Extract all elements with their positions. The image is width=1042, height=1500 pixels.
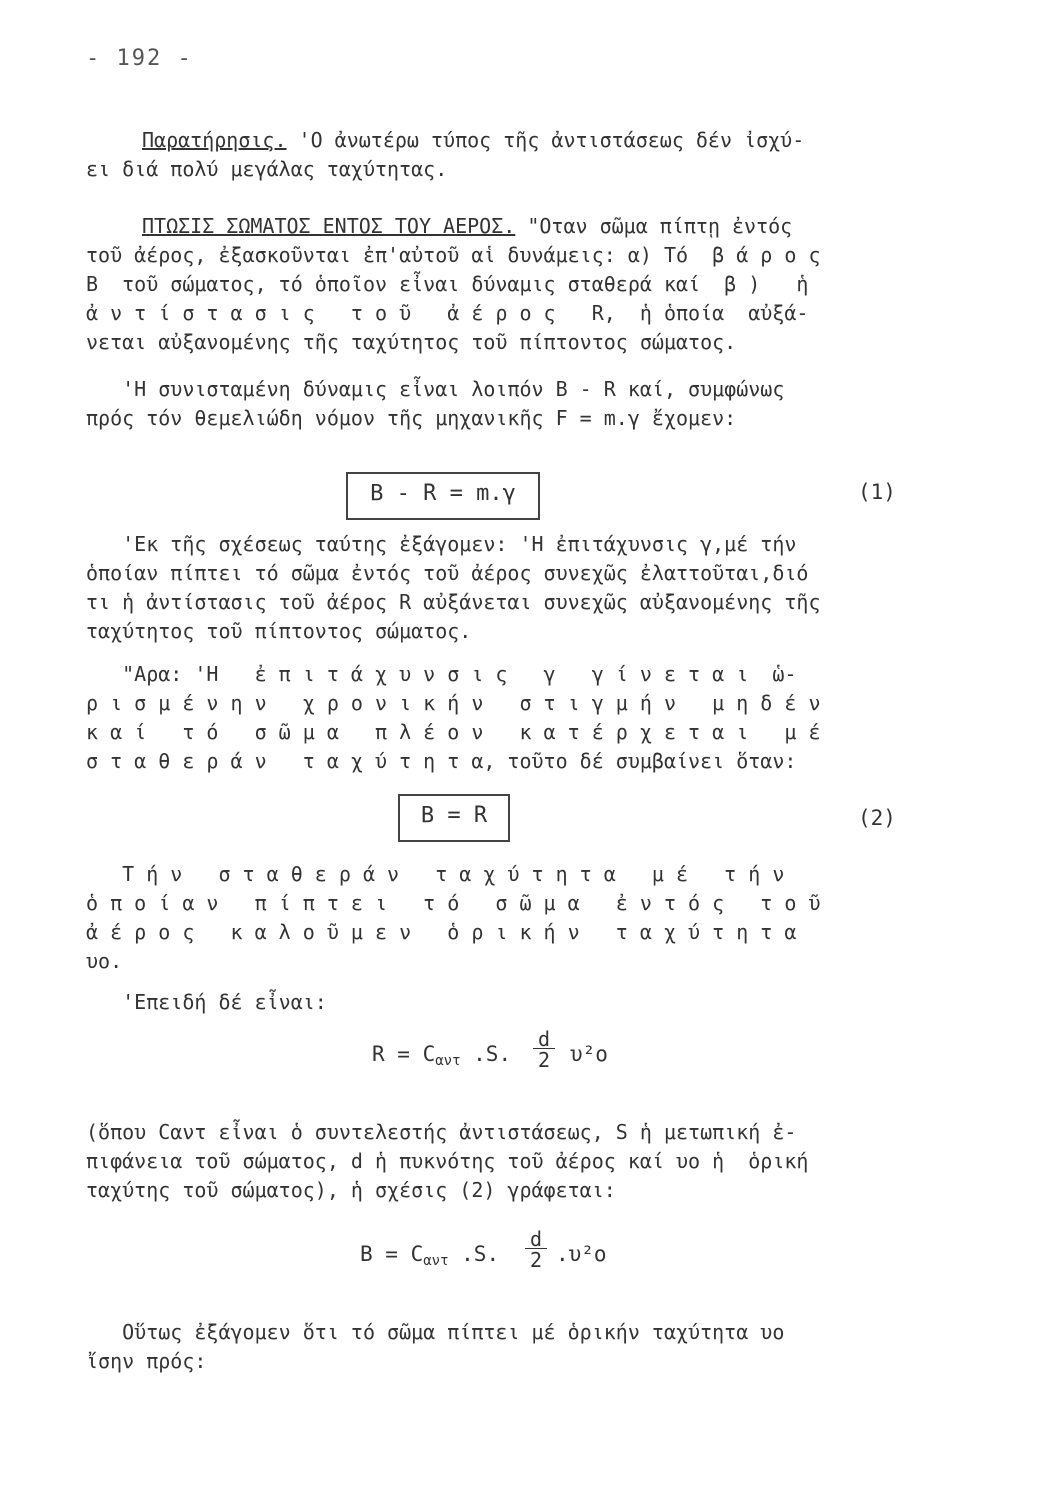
text-line: σ τ α θ ε ρ ά ν τ α χ ύ τ η τ α, τοῦτο δέ συμβαίνει ὅταν: [86,749,797,773]
section-text: "Οταν σῶμα πίπτῃ ἐντός [515,214,793,238]
text-line: ὁ π ο ί α ν π ί π τ ε ι τ ό σ ῶ μ α ἐ ν τ ό ς τ ο ῦ [86,891,821,915]
page-number: - 192 - [86,46,193,71]
note-line: ει διά πολύ μεγάλας ταχύτητας. [86,157,448,181]
text-line: ταχύτητος τοῦ πίπτοντος σώματος. [86,619,472,643]
weight-formula-velocity: .υ²ο [556,1242,607,1266]
text-line: "Αρα: 'Η ἐ π ι τ ά χ υ ν σ ι ς γ γ ί ν ε τ α ι ὡ- [86,662,797,686]
text-line: πιφάνεια τοῦ σώματος, d ἡ πυκνότης τοῦ ἀέρος καί υο ἡ ὁρική [86,1149,809,1173]
text-line: υο. [86,949,123,973]
final-paragraph [86,1318,966,1376]
text-line: πρός τόν θεμελιώδη νόμον τῆς μηχανικῆς F = m.γ ἔχομεν: [86,406,737,430]
equation-1: Β - R = m.γ [370,481,516,506]
section-line: ἀ ν τ ί σ τ α σ ι ς τ ο ῦ ἀ έ ρ ο ς R, ἡ ὁποία αὐξά- [86,301,809,325]
weight-formula-fraction: $\frac{d}{2}$ [525,1230,547,1271]
note-heading: Παρατήρησις. [142,128,287,152]
text-line: ὁποίαν πίπτει τό σῶμα ἐντός τοῦ ἀέρος συνεχῶς ἐλαττοῦται,διό [86,561,809,585]
since-paragraph [86,988,966,1017]
text-line: (ὅπου Cαντ εἶναι ὁ συντελεστής ἀντιστάσεως, S ἡ μετωπική ἐ- [86,1120,797,1144]
equation-1-number: (1) [858,480,896,504]
note-text: 'Ο ἀνωτέρω τύπος τῆς ἀντιστάσεως δέν ἰσχύ- [286,128,805,152]
equation-1-box [346,472,540,520]
text-line: τι ἡ ἀντίστασις τοῦ ἀέρος R αὐξάνεται συνεχῶς αὐξανομένης τῆς [86,590,821,614]
conclusion-paragraph [86,660,966,776]
section-paragraph [86,212,966,357]
text-line: 'Επειδή δέ εἶναι: [86,990,327,1014]
text-line: κ α ί τ ό σ ῶ μ α π λ έ ο ν κ α τ έ ρ χ ε τ α ι μ έ [86,720,821,744]
section-line: Β τοῦ σώματος, τό ὁποῖον εἶναι δύναμις σταθερά καί β ) ἡ [86,272,809,296]
terminal-velocity-paragraph [86,860,966,976]
text-line: ἴσην πρός: [86,1349,207,1373]
text-line: ρ ι σ μ έ ν η ν χ ρ ο ν ι κ ή ν σ τ ι γ μ ή ν μ η δ έ ν [86,691,821,715]
weight-formula: $B = C_{\alpha\nu\tau}$ .S. [360,1242,500,1269]
text-line: Οὕτως ἐξάγομεν ὅτι τό σῶμα πίπτει μέ ὁρικήν ταχύτητα υο [86,1320,785,1344]
section-line: τοῦ ἀέρος, ἐξασκοῦνται ἐπ'αὐτοῦ αἱ δυνάμεις: α) Τό β ά ρ ο ς [86,243,821,267]
text-line: ταχύτης τοῦ σώματος), ἡ σχέσις (2) γράφεται: [86,1178,616,1202]
equation-2-number: (2) [858,806,896,830]
resultant-paragraph [86,375,966,433]
text-line: 'Εκ τῆς σχέσεως ταύτης ἐξάγομεν: 'Η ἐπιτάχυνσις γ,μέ τήν [86,532,797,556]
text-line: Τ ή ν σ τ α θ ε ρ ά ν τ α χ ύ τ η τ α μ έ τ ή ν [86,862,785,886]
note-paragraph [86,126,966,184]
text-line: ἀ έ ρ ο ς κ α λ ο ῦ μ ε ν ὁ ρ ι κ ή ν τ α χ ύ τ η τ α [86,920,797,944]
drag-formula-velocity: υ²ο [570,1042,608,1066]
equation-2-box [398,794,510,842]
section-heading: ΠΤΩΣΙΣ ΣΩΜΑΤΟΣ ΕΝΤΟΣ ΤΟΥ ΑΕΡΟΣ. [142,214,516,238]
text-line: 'Η συνισταμένη δύναμις εἶναι λοιπόν Β - R καί, συμφώνως [86,377,785,401]
drag-formula: $R = C_{\alpha\nu\tau}$ .S. [372,1042,512,1069]
definitions-paragraph [86,1118,966,1205]
acceleration-paragraph [86,530,966,646]
equation-2: Β = R [420,803,488,828]
section-line: νεται αὐξανομένης τῆς ταχύτητος τοῦ πίπτοντος σώματος. [86,330,737,354]
drag-formula-fraction: $\frac{d}{2}$ [533,1030,555,1071]
